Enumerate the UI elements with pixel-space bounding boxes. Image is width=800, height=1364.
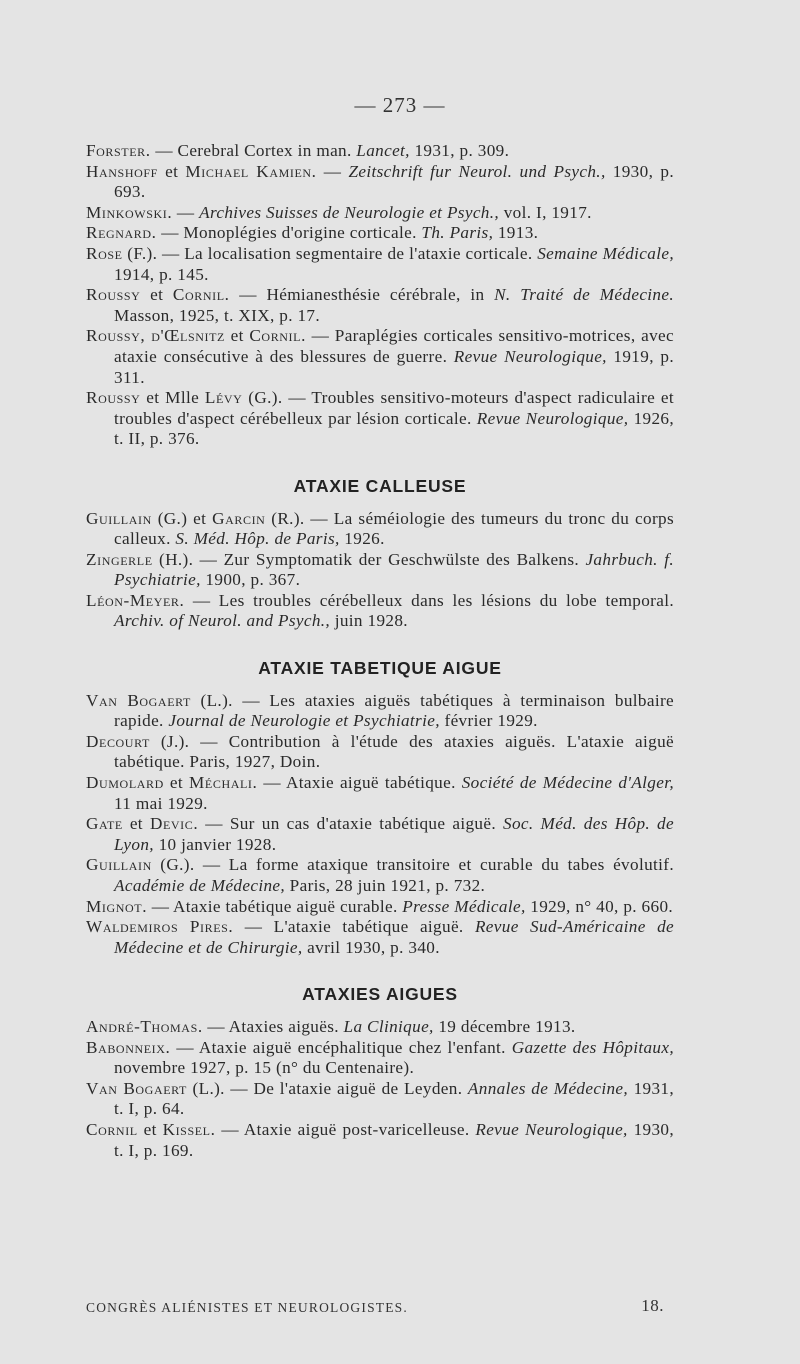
- journal: Revue Neurologique,: [476, 408, 629, 428]
- title: —: [172, 202, 200, 222]
- author-join: et: [122, 814, 150, 834]
- author: André-Thomas.: [86, 1016, 203, 1036]
- section-heading: ATAXIE CALLEUSE: [293, 475, 467, 496]
- title: — Ataxie aiguë tabétique.: [257, 773, 462, 793]
- citation: 1931, p. 309.: [409, 141, 510, 160]
- citation: 19 décembre 1913.: [433, 1016, 576, 1036]
- section-ataxie-calleuse: [86, 476, 674, 632]
- author-join: (G.) et: [151, 508, 213, 528]
- author: Guillain: [86, 508, 152, 528]
- citation: 1919, p. 311.: [114, 346, 675, 387]
- citation: 1914, p. 145.: [114, 264, 209, 284]
- journal: Th. Paris,: [421, 223, 494, 243]
- journal: Journal de Neurologie et Psychiatrie,: [168, 711, 440, 731]
- journal: Semaine Médicale,: [537, 243, 674, 263]
- author: Dumolard: [86, 773, 164, 793]
- author: Van Bogaert: [86, 1078, 187, 1098]
- journal: Annales de Médecine,: [467, 1078, 629, 1098]
- citation: Masson, 1925, t. XIX, p. 17.: [114, 305, 321, 325]
- reference-entry: [86, 1079, 674, 1120]
- citation: février 1929.: [439, 711, 538, 731]
- footer-signature-mark: 18.: [641, 1296, 664, 1315]
- reference-entry: [86, 1120, 674, 1161]
- author: Guillain: [86, 855, 152, 875]
- author: Lévy: [204, 388, 243, 408]
- reference-entry: [86, 1038, 674, 1079]
- citation: 11 mai 1929.: [114, 793, 208, 813]
- reference-entry: [86, 203, 674, 224]
- section-heading: ATAXIE TABETIQUE AIGUE: [258, 658, 502, 679]
- section-heading: ATAXIES AIGUES: [302, 984, 458, 1005]
- journal: Revue Sud-Américaine de Médecine et de Chirurgie,: [114, 917, 674, 957]
- reference-entry: [86, 917, 674, 958]
- author: Méchali.: [189, 773, 258, 793]
- title: — Les troubles cérébelleux dans les lésions du lobe temporal.: [184, 590, 674, 610]
- author: Roussy: [86, 285, 141, 305]
- citation: juin 1928.: [330, 611, 408, 631]
- citation: 1930, t. I, p. 169.: [114, 1119, 674, 1160]
- journal: N. Traité de Médecine.: [494, 285, 674, 305]
- title: (H.). — Zur Symptomatik der Geschwülste des Balkens.: [152, 549, 586, 569]
- reference-entry: [86, 141, 674, 162]
- author: Kissel.: [162, 1119, 216, 1139]
- author: Hanshoff: [86, 161, 158, 181]
- journal: S. Méd. Hôp. de Paris,: [175, 529, 340, 549]
- citation: 1931, t. I, p. 64.: [114, 1078, 674, 1119]
- author: Gate: [86, 814, 123, 834]
- reference-entry: [86, 814, 674, 855]
- author: Forster.: [86, 141, 151, 160]
- reference-entry: [86, 691, 674, 732]
- author: Waldemiros Pires.: [86, 917, 234, 937]
- citation: Paris, 28 juin 1921, p. 732.: [285, 876, 486, 895]
- journal: Zeitschrift fur Neurol. und Psych.,: [348, 161, 606, 181]
- author-join: et: [224, 326, 250, 346]
- reference-entry: [86, 1017, 674, 1038]
- title: — Ataxie tabétique aiguë curable.: [147, 896, 403, 916]
- title: — Monoplégies d'origine corticale.: [156, 223, 422, 243]
- title: (G.). — Troubles sensitivo-moteurs d'aspect radiculaire et troubles d'aspect cérébelleux par lésion corticale.: [114, 388, 675, 428]
- reference-entry: [86, 388, 674, 450]
- author-join: (F.).: [122, 243, 162, 263]
- journal: Soc. Méd. des Hôp. de Lyon,: [114, 814, 674, 854]
- author: Garcin: [212, 508, 266, 528]
- citation: novembre 1927, p. 15 (n° du Centenaire).: [114, 1058, 415, 1078]
- author: Léon-Meyer.: [86, 590, 185, 610]
- author: Roussy, d'Œlsnitz: [86, 326, 225, 346]
- reference-entry: [86, 897, 674, 918]
- reference-entry: [86, 326, 674, 388]
- citation: 1930, p. 693.: [114, 161, 674, 202]
- author: Cornil.: [249, 326, 306, 346]
- title: — Sur un cas d'ataxie tabétique aiguë.: [198, 814, 503, 834]
- author: Decourt: [86, 731, 150, 751]
- reference-entry: [86, 509, 674, 550]
- title: (J.). — Contribution à l'étude des ataxies aiguës. L'ataxie aiguë tabétique. Paris, 1927, Doin.: [114, 731, 674, 772]
- author: Devic.: [149, 814, 199, 834]
- journal: Académie de Médecine,: [114, 876, 286, 895]
- journal: Revue Neurologique,: [453, 346, 607, 366]
- journal: Société de Médecine d'Alger,: [461, 773, 675, 793]
- page-number: — 273 —: [354, 93, 446, 117]
- reference-entry: [86, 591, 674, 632]
- citation: 1913.: [493, 223, 539, 243]
- author: Regnard.: [86, 223, 157, 243]
- title: (L.). — De l'ataxie aiguë de Leyden.: [186, 1078, 468, 1098]
- author: Cornil: [86, 1119, 138, 1139]
- citation: 1900, p. 367.: [200, 570, 301, 590]
- author: Babonneix.: [86, 1037, 171, 1057]
- section-ataxies-aigues: [86, 984, 674, 1161]
- title: — L'ataxie tabétique aiguë.: [233, 917, 475, 937]
- author-join: et: [157, 161, 186, 181]
- title: —: [316, 161, 349, 181]
- author: Van Bogaert: [86, 690, 191, 710]
- title: (G.). — La forme ataxique transitoire et curable du tabes évolutif.: [151, 855, 674, 875]
- section-references: [86, 141, 674, 450]
- journal: Jahrbuch. f. Psychiatrie,: [114, 549, 674, 590]
- journal: Gazette des Hôpitaux,: [511, 1037, 674, 1057]
- title: (R.). — La séméiologie des tumeurs du tronc du corps calleux.: [114, 508, 674, 549]
- title: — Paraplégies corticales sensitivo-motrices, avec ataxie consécutive à des blessures de guerre.: [114, 326, 674, 366]
- reference-entry: [86, 550, 674, 591]
- title: — Ataxies aiguës.: [202, 1016, 344, 1036]
- journal: La Clinique,: [343, 1016, 434, 1036]
- title: — Hémianesthésie cérébrale, in: [229, 285, 495, 305]
- citation: 10 janvier 1928.: [153, 834, 277, 854]
- author: Zingerle: [86, 549, 153, 569]
- citation: 1926.: [339, 529, 385, 549]
- bibliography: [86, 141, 674, 1161]
- page-footer: [86, 1296, 674, 1316]
- reference-entry: [86, 162, 674, 203]
- reference-entry: [86, 244, 674, 285]
- reference-entry: [86, 732, 674, 773]
- author-join: et Mlle: [140, 388, 205, 408]
- title: — Ataxie aiguë post-varicelleuse.: [215, 1119, 476, 1139]
- title: — La localisation segmentaire de l'ataxie corticale.: [161, 243, 538, 263]
- reference-entry: [86, 855, 674, 896]
- section-ataxie-tabetique-aigue: [86, 658, 674, 958]
- footer-running-title: CONGRÈS ALIÉNISTES ET NEUROLOGISTES.: [86, 1300, 408, 1315]
- author: Roussy: [86, 388, 141, 408]
- journal: Presse Médicale,: [402, 896, 526, 916]
- author: Cornil.: [172, 285, 230, 305]
- reference-entry: [86, 285, 674, 326]
- author-join: et: [163, 773, 190, 793]
- title: — Cerebral Cortex in man.: [150, 141, 357, 160]
- author-join: et: [140, 285, 173, 305]
- citation: 1929, n° 40, p. 660.: [525, 896, 674, 916]
- reference-entry: [86, 773, 674, 814]
- title: — Ataxie aiguë encéphalitique chez l'enfant.: [170, 1037, 512, 1057]
- author: Rose: [86, 243, 123, 263]
- author: Minkowski.: [86, 202, 173, 222]
- journal: Archiv. of Neurol. and Psych.,: [114, 611, 331, 631]
- author-join: et: [137, 1119, 163, 1139]
- title: (L.). — Les ataxies aiguës tabétiques à terminaison bulbaire rapide.: [114, 690, 674, 731]
- author: Mignot.: [86, 896, 148, 916]
- citation: vol. I, 1917.: [499, 202, 592, 222]
- author: Michael Kamien.: [185, 161, 317, 181]
- citation: 1926, t. II, p. 376.: [114, 408, 674, 449]
- journal: Archives Suisses de Neurologie et Psych.,: [199, 202, 500, 222]
- reference-entry: [86, 223, 674, 244]
- journal: Revue Neurologique,: [475, 1119, 628, 1139]
- journal: Lancet,: [356, 141, 410, 160]
- citation: avril 1930, p. 340.: [302, 937, 440, 957]
